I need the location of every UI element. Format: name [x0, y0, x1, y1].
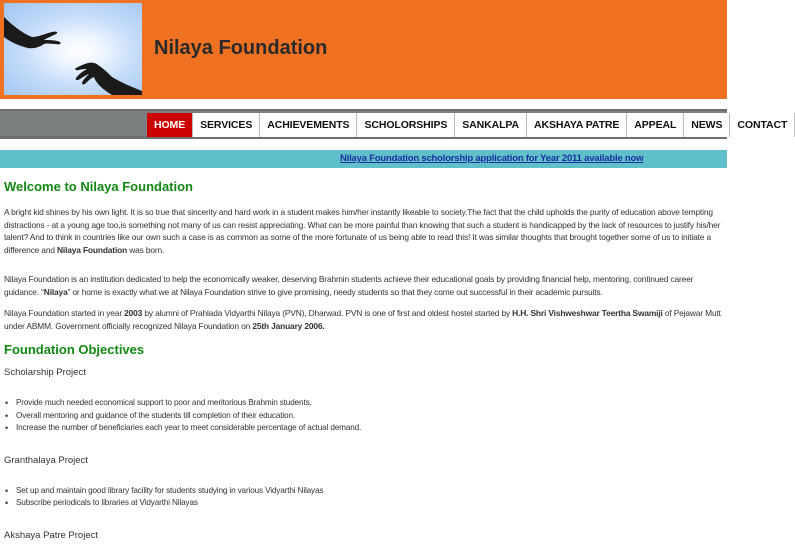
- project-title-granthalaya: Granthalaya Project: [4, 454, 88, 466]
- nav-item-appeal[interactable]: APPEAL: [627, 113, 684, 137]
- logo-hands-image[interactable]: [4, 3, 142, 95]
- intro-tail: was born.: [127, 244, 165, 255]
- list-item: • Set up and maintain good library facility for students studying in various Vidyarthi Nilayas: [4, 485, 722, 498]
- scholarship-application-link[interactable]: Nilaya Foundation scholorship application for Year 2011 available now: [340, 153, 644, 164]
- scholarship-objectives-list: [4, 397, 722, 435]
- site-title: Nilaya Foundation: [154, 37, 328, 59]
- about-text-b: ” or home is exactly what we at Nilaya Foundation strive to give promising, needy students so that they come out successful in their academic pursuits.: [67, 286, 603, 297]
- list-item: • Provide much needed economical support to poor and meritorious Brahmin students.: [4, 397, 722, 410]
- nav-item-achievements[interactable]: ACHIEVEMENTS: [260, 113, 357, 137]
- list-item: • Increase the number of beneficiaries each year to meet considerable percentage of actual demand.: [4, 422, 722, 435]
- main-content: [4, 179, 722, 560]
- objectives-heading: Foundation Objectives: [4, 342, 145, 357]
- intro-paragraph: [4, 206, 722, 256]
- site-header: [0, 0, 727, 99]
- about-text-a: Nilaya Foundation is an institution dedicated to help the economically weaker, deserving Brahmin students achieve their educational goals by providing financial help, mentoring, continued career guidance. “: [4, 274, 694, 297]
- main-navigation: [0, 109, 788, 139]
- nav-item-scholorships[interactable]: SCHOLORSHIPS: [357, 113, 455, 137]
- nav-item-news[interactable]: NEWS: [684, 113, 730, 137]
- project-title-akshaya-patre: Akshaya Patre Project: [4, 529, 98, 541]
- reaching-hands-icon: [4, 3, 142, 95]
- history-text-b: by alumni of Prahlada Vidyarthi Nilaya (PVN), Dharwad. PVN is one of first and oldest hostel started by: [142, 308, 513, 318]
- nav-item-services[interactable]: SERVICES: [193, 113, 260, 137]
- project-title-scholarship: Scholarship Project: [4, 367, 86, 378]
- nav-item-sankalpa[interactable]: SANKALPA: [455, 113, 527, 137]
- nav-item-home[interactable]: HOME: [147, 113, 193, 137]
- list-item: • Subscribe periodicals to libraries at Vidyarthi Nilayas: [4, 497, 722, 510]
- intro-text: A bright kid shines by his own light. It is so true that sincerity and hard work in a student makes him/her instantly likeable to society.The fact that the child upholds the purity of education above tempting distractions - at a young age too,is something not many of us can resist appreciating. What can be more painful than knowing that such a student is handicapped by the lack of resources to justify his/her talent? And to think in countries like our own such a case is as common as some of the more fortunate of us being able to read this! It was similar thoughts that brought together some of us to initiate a difference and: [4, 207, 721, 255]
- history-bold-year: 2003: [124, 308, 143, 318]
- announcement-bar: [0, 150, 727, 168]
- intro-bold: Nilaya Foundation: [57, 244, 128, 255]
- history-bold-date: 25th January 2006.: [252, 320, 325, 331]
- about-bold: Nilaya: [43, 286, 68, 297]
- history-text-c: of Pejawar Mutt under ABMM. Government officially recognized Nilaya Foundation on: [4, 308, 721, 331]
- history-paragraph: [4, 307, 722, 332]
- history-bold-swamiji: H.H. Shri Vishweshwar Teertha Swamiji: [512, 308, 663, 318]
- about-paragraph: [4, 273, 722, 298]
- nav-item-contact[interactable]: CONTACT: [730, 113, 795, 137]
- granthalaya-objectives-list: [4, 485, 722, 510]
- list-item: • Overall mentoring and guidance of the students till completion of their education.: [4, 410, 722, 423]
- history-text-a: Nilaya Foundation started in year: [4, 308, 125, 318]
- nav-item-akshaya-patre[interactable]: AKSHAYA PATRE: [527, 113, 627, 137]
- welcome-heading: Welcome to Nilaya Foundation: [4, 179, 194, 194]
